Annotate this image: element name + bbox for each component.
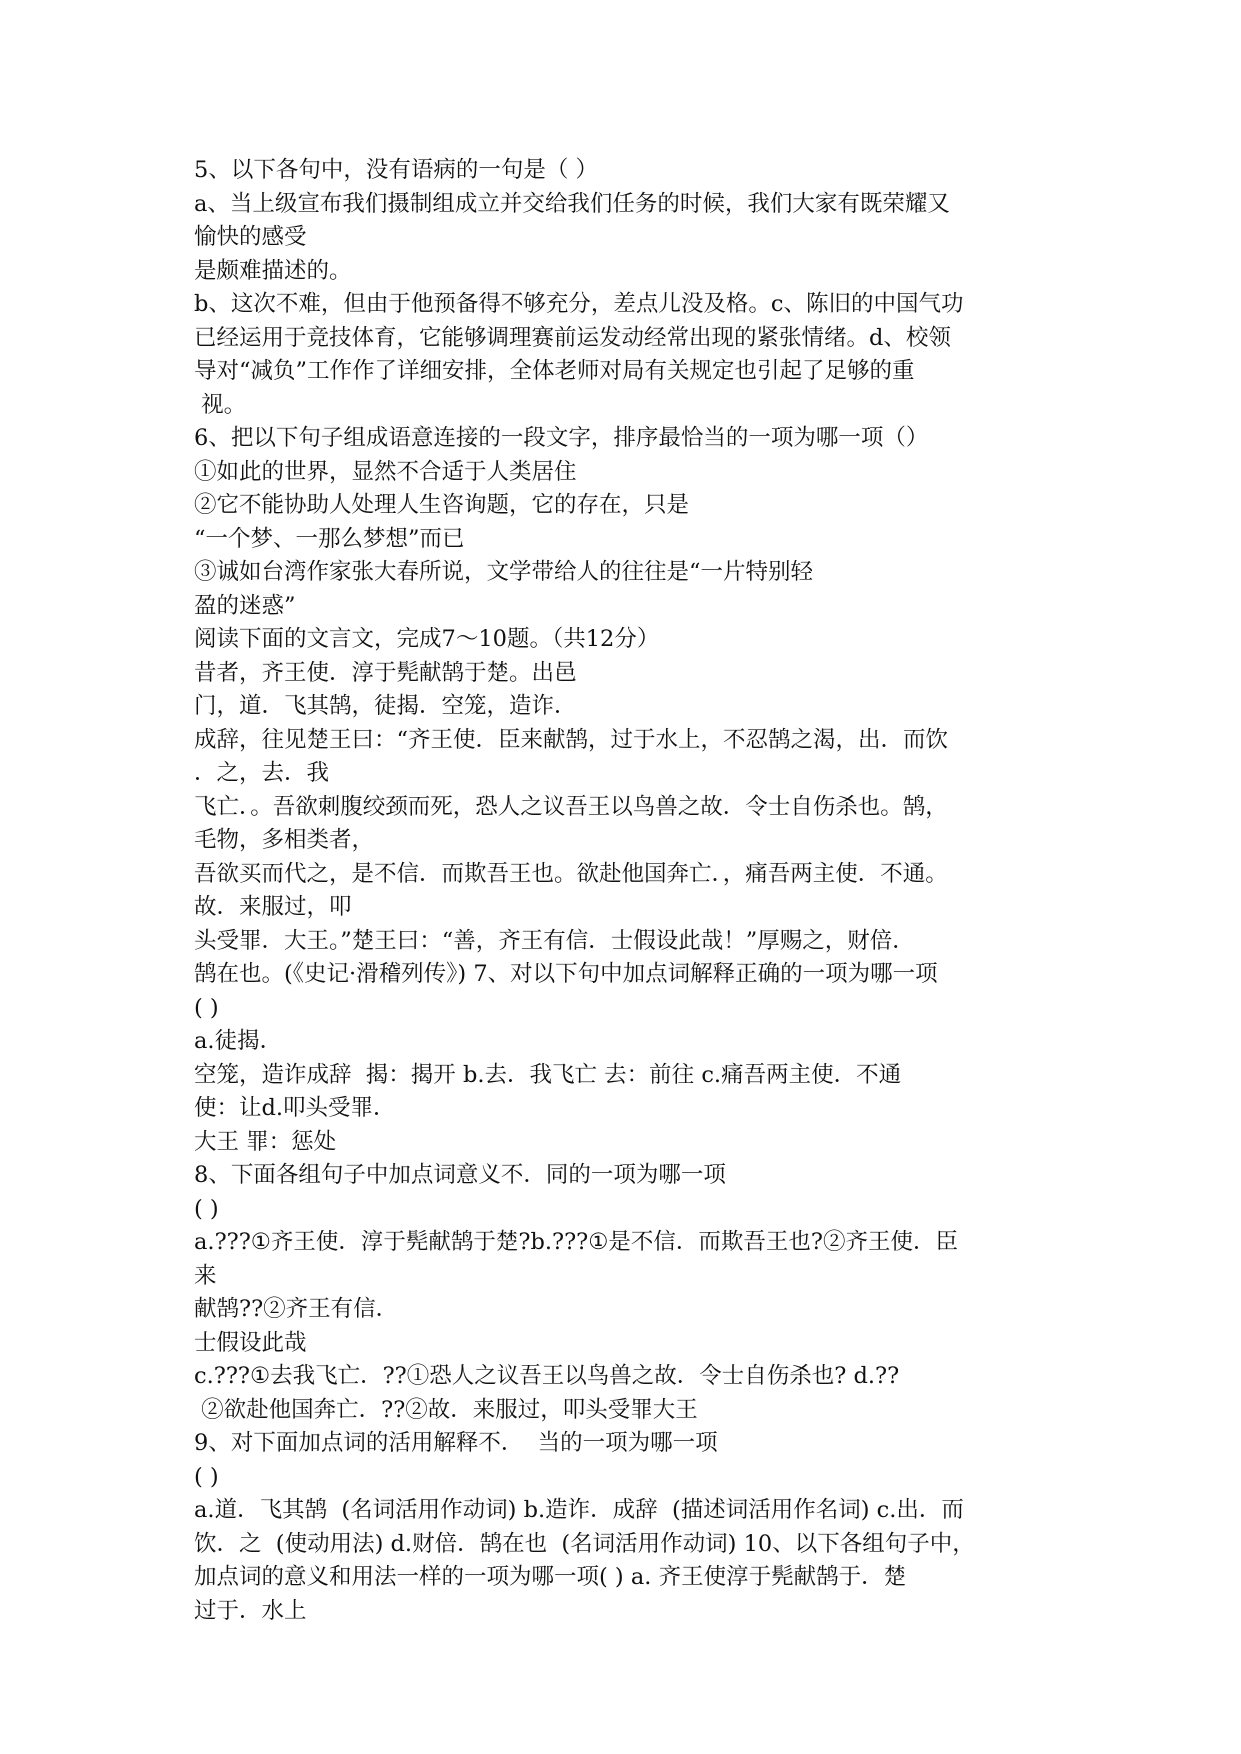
text-line: 视。 — [194, 391, 247, 418]
text-line: 8、下面各组句子中加点词意义不．同的一项为哪一项 — [194, 1162, 726, 1188]
text-line: 愉快的感受 — [194, 224, 307, 250]
text-line: a.徒揭． — [194, 1028, 283, 1054]
text-line: ②欲赴他国奔亡．??②故．来服过，叩头受罪大王 — [194, 1396, 698, 1423]
text-line: 阅读下面的文言文，完成7～10题。（共12分） — [194, 626, 660, 652]
text-line: 来 — [194, 1262, 217, 1289]
text-line: 导对“减负”工作作了详细安排，全体老师对局有关规定也引起了足够的重 — [194, 358, 915, 384]
text-line: 6、把以下句子组成语意连接的一段文字，排序最恰当的一项为哪一项（） — [194, 425, 929, 451]
text-line: ①如此的世界，显然不合适于人类居住 — [194, 458, 577, 485]
text-line: 鹄在也。(《史记·滑稽列传》) 7、对以下句中加点词解释正确的一项为哪一项 — [194, 961, 938, 987]
text-line: 大王 罪：惩处 — [194, 1128, 337, 1155]
text-line: 已经运用于竞技体育，它能够调理赛前运发动经常出现的紧张情绪。d、校领 — [194, 324, 951, 351]
document-body — [194, 154, 1054, 1628]
text-line: ( ) — [194, 1463, 219, 1490]
text-line: 昔者，齐王使．淳于髡献鹄于楚。出邑 — [194, 659, 577, 686]
text-line: 过于．水上 — [194, 1597, 307, 1624]
text-line: c.???①去我飞亡．??①恐人之议吾王以鸟兽之故．令士自伤杀也? d.?? — [194, 1363, 900, 1389]
text-line: ( ) — [194, 994, 219, 1021]
text-line: 使：让d.叩头受罪． — [194, 1095, 396, 1121]
text-line: 5、以下各句中，没有语病的一句是（ ） — [194, 157, 598, 183]
text-line: ( ) — [194, 1195, 219, 1222]
text-line: 献鹄??②齐王有信． — [194, 1296, 399, 1322]
text-line: 9、对下面加点词的活用解释不． 当的一项为哪一项 — [194, 1430, 718, 1456]
text-line: 盈的迷惑” — [194, 592, 296, 619]
text-line: 飞亡．。吾欲刺腹绞颈而死，恐人之议吾王以鸟兽之故．令士自伤杀也。鹄， — [194, 793, 948, 820]
text-line: 头受罪．大王。”楚王曰：“善，齐王有信．士假设此哉！”厚赐之，财倍． — [194, 927, 915, 954]
text-line: ③诚如台湾作家张大春所说，文学带给人的往往是“一片特别轻 — [194, 559, 814, 585]
text-line: 空笼，造诈成辞 揭：揭开 b.去．我飞亡 去：前往 c.痛吾两主使．不通 — [194, 1061, 902, 1088]
text-line: 吾欲买而代之，是不信．而欺吾王也。欲赴他国奔亡．，痛吾两主使．不通。 — [194, 860, 948, 887]
text-line: 加点词的意义和用法一样的一项为哪一项( ) a. 齐王使淳于髡献鹄于．楚 — [194, 1564, 907, 1590]
text-line: 故．来服过，叩 — [194, 894, 352, 920]
text-line: a.道．飞其鹄 (名词活用作动词) b.造诈．成辞 (描述词活用作名词) c.出．而 — [194, 1497, 964, 1523]
text-line: ②它不能协助人处理人生咨询题，它的存在，只是 — [194, 492, 690, 518]
text-line: “一个梦、一那么梦想”而已 — [194, 525, 465, 552]
text-line: a、当上级宣布我们摄制组成立并交给我们任务的时候，我们大家有既荣耀又 — [194, 190, 950, 217]
text-line: 门，道．飞其鹄，徒揭．空笼，造诈． — [194, 693, 577, 719]
text-line: 饮．之 (使动用法) d.财倍．鹄在也 (名词活用作动词) 10、以下各组句子中， — [194, 1530, 975, 1557]
text-line: 士假设此哉 — [194, 1329, 307, 1356]
text-line: ．之，去．我 — [194, 760, 330, 786]
text-line: 是颇难描述的。 — [194, 257, 352, 284]
text-line: b、这次不难，但由于他预备得不够充分，差点儿没及格。c、陈旧的中国气功 — [194, 291, 964, 317]
text-line: 毛物，多相类者， — [194, 827, 375, 853]
text-line: 成辞，往见楚王曰：“齐王使．臣来献鹄，过于水上，不忍鹄之渴，出．而饮 — [194, 726, 949, 753]
text-line: a.???①齐王使．淳于髡献鹄于楚?b.???①是不信．而欺吾王也?②齐王使．臣 — [194, 1229, 958, 1255]
